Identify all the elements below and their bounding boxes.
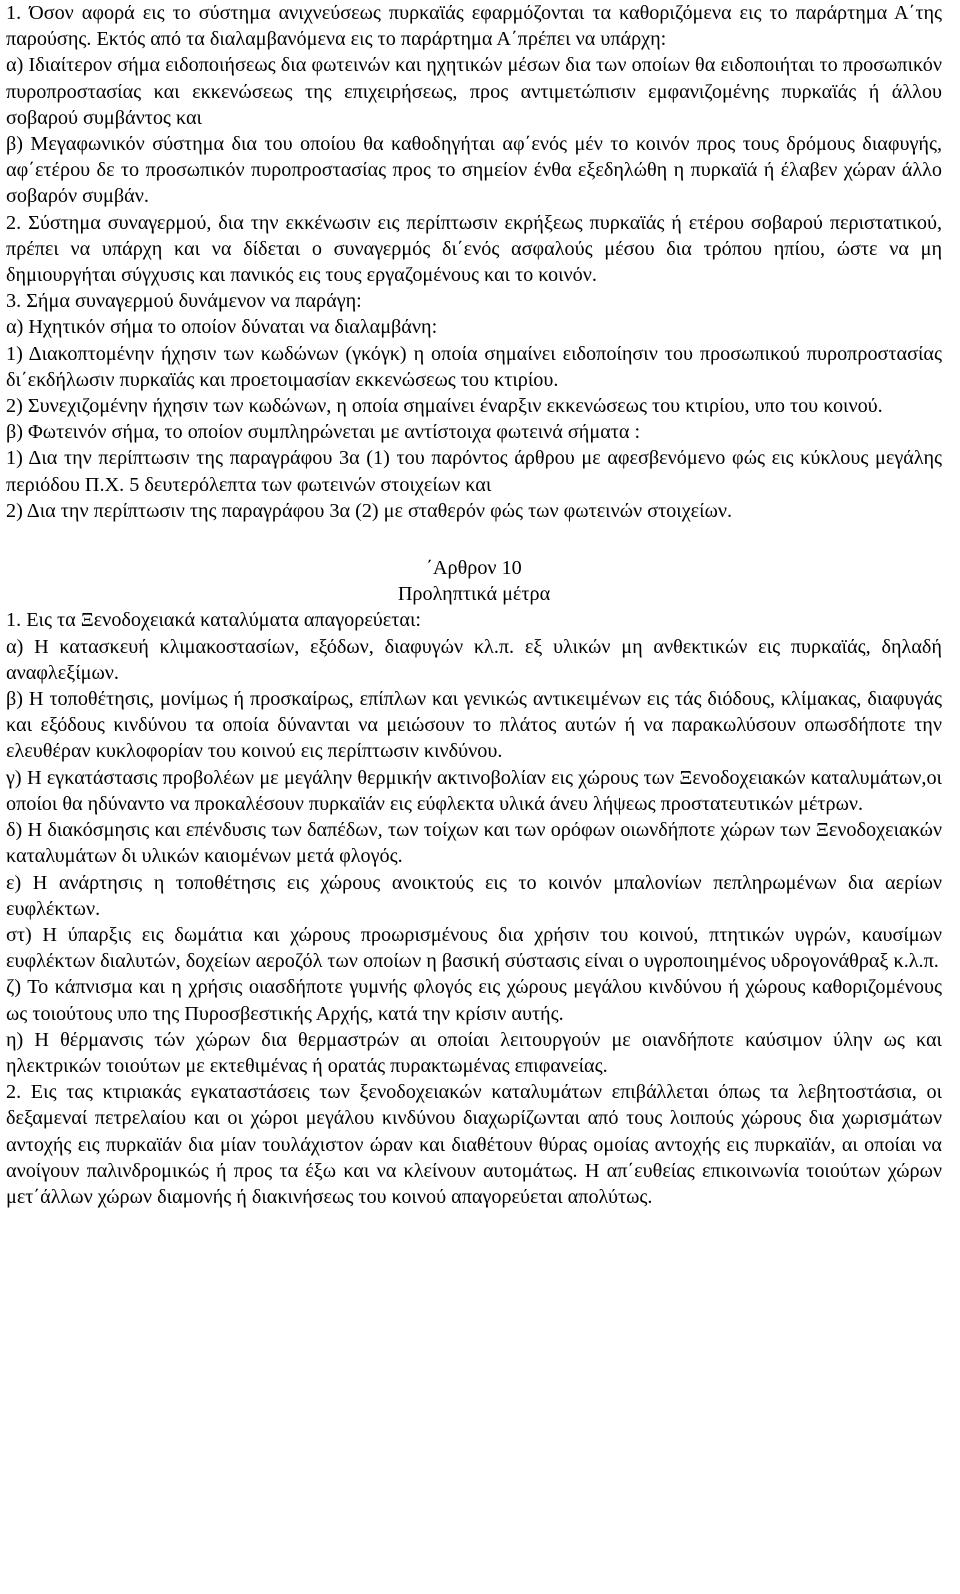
paragraph-3a-1: 1) Διακοπτομένην ήχησιν των κωδώνων (γκόγκ) η οποία σημαίνει ειδοποίησιν του προσωπικού πυροπροστασίας δι΄εκδήλωσιν πυρκαϊάς και προετοιμασίαν εκκενώσεως του κτιρίου. bbox=[6, 342, 942, 391]
article-paragraph-1b: β) Η τοποθέτησις, μονίμως ή προσκαίρως, επίπλων και γενικώς αντικειμένων εις τάς διόδους, κλίμακας, διαφυγάς και εξόδους κινδύνου τα οποία δύνανται να μειώσουν το πλάτος αυτών ή να παρακωλύσουν οπωσδήποτε την ελευθέραν κυκλοφορίαν του κοινού εις περίπτωσιν κινδύνου. bbox=[6, 688, 942, 763]
paragraph-3b-2: 2) Δια την περίπτωσιν της παραγράφου 3α (2) με σταθερόν φώς των φωτεινών στοιχείων. bbox=[6, 499, 733, 522]
article-paragraph-1: 1. Εις τα Ξενοδοχειακά καταλύματα απαγορεύεται: bbox=[6, 609, 422, 632]
paragraph-3: 3. Σήμα συναγερμού δυνάμενον να παράγη: bbox=[6, 290, 362, 313]
paragraph-3b-1: 1) Δια την περίπτωσιν της παραγράφου 3α (1) του παρόντος άρθρου με αφεσβενόμενο φώς εις κύκλους μεγάλης περιόδου Π.Χ. 5 δευτερόλεπτα των φωτεινών στοιχείων και bbox=[6, 447, 942, 496]
article-paragraph-1z: ζ) Το κάπνισμα και η χρήσις οιασδήποτε γυμνής φλογός εις χώρους μεγάλου κινδύνου ή χώρους καθοριζομένους ως τοιούτους υπο της Πυροσβεστικής Αρχής, κατά την κρίσιν αυτής. bbox=[6, 976, 942, 1025]
paragraph-3b: β) Φωτεινόν σήμα, το οποίον συμπληρώνεται με αντίστοιχα φωτεινά σήματα : bbox=[6, 421, 641, 444]
paragraph-1: 1. Όσον αφορά εις το σύστημα ανιχνεύσεως πυρκαϊάς εφαρμόζονται τα καθοριζόμενα εις το παράρτημα Α΄της παρούσης. Εκτός από τα διαλαμβανόμενα εις το παράρτημα Α΄πρέπει να υπάρχη: bbox=[6, 2, 942, 51]
paragraph-2: 2. Σύστημα συναγερμού, δια την εκκένωσιν εις περίπτωσιν εκρήξεως πυρκαϊάς ή ετέρου σοβαρού περιστατικού, πρέπει να υπάρχη και να δίδεται ο συναγερμός δι΄ενός ασφαλούς μέσου δια τρόπου ηπίου, ώστε να μη δημιουργήται σύγχυσις και πανικός εις τους εργαζομένους και το κοινόν. bbox=[6, 211, 942, 287]
article-paragraph-1e: ε) Η ανάρτησις η τοποθέτησις εις χώρους ανοικτούς εις το κοινόν μπαλονίων πεπληρωμένων δια αερίων ευφλέκτων. bbox=[6, 871, 942, 920]
article-paragraph-1h: η) Η θέρμανσις τών χώρων δια θερμαστρών αι οποίαι λειτουργούν με οιανδήποτε καύσιμον ύλην ως και ηλεκτρικών τοιούτων με εκτεθιμένας ή ορατάς πυρακτωμένας επιφανείας. bbox=[6, 1028, 942, 1077]
section-gap bbox=[6, 524, 942, 555]
paragraph-3a-2: 2) Συνεχιζομένην ήχησιν των κωδώνων, η οποία σημαίνει έναρξιν εκκενώσεως του κτιρίου, υπο του κοινού. bbox=[6, 395, 883, 418]
article-number: ΄Αρθρον 10 bbox=[426, 557, 522, 580]
article-paragraph-1st: στ) Η ύπαρξις εις δωμάτια και χώρους προωρισμένους δια χρήσιν του κοινού, πτητικών υγρών, καυσίμων ευφλέκτων διαλυτών, δοχείων αεροζόλ των οποίων η βασική σύστασις είναι ο υγροποιημένος υδρογονάθραξ κ.λ.π. bbox=[6, 923, 942, 973]
article-paragraph-1c: γ) Η εγκατάστασις προβολέων με μεγάλην θερμικήν ακτινοβολίαν εις χώρους των Ξενοδοχειακών καταλυμάτων,οι οποίοι θα ηδύναντο να προκαλέσουν πυρκαϊάν εις εύφλεκτα υλικά άνευ λήψεως προστατευτικών μέτρων. bbox=[6, 766, 942, 815]
article-title: Προληπτικά μέτρα bbox=[397, 583, 551, 606]
document-page bbox=[6, 0, 942, 1210]
article-paragraph-1d: δ) Η διακόσμησις και επένδυσις των δαπέδων, των τοίχων και των ορόφων οιωνδήποτε χώρων των Ξενοδοχειακών καταλυμάτων δι υλικών καιομένων μετά φλογός. bbox=[6, 819, 942, 868]
article-paragraph-1a: α) Η κατασκευή κλιμακοστασίων, εξόδων, διαφυγών κλ.π. εξ υλικών μη ανθεκτικών εις πυρκαϊάς, δηλαδή αναφλεξίμων. bbox=[6, 635, 942, 684]
article-paragraph-2: 2. Εις τας κτιριακάς εγκαταστάσεις των ξενοδοχειακών καταλυμάτων επιβάλλεται όπως τα λεβητοστάσια, οι δεξαμεναί πετρελαίου και οι χώροι μεγάλου κινδύνου διαχωρίζωνται από τους λοιπούς χώρους δια χωρισμάτων αντοχής εις πυρκαϊάν δια μίαν τουλάχιστον ώραν και διαθέτουν θύρας ομοίας αντοχής εις πυρκαϊάν, αι οποίαι να ανοίγουν παλινδρομικώς ή προς τα έξω και να κλείνουν αυτομάτως. Η απ΄ευθείας επικοινωνία τοιούτων χώρων μετ΄άλλων χώρων διαμονής ή διακινήσεως του κοινού απαγορεύεται απολύτως. bbox=[6, 1081, 942, 1208]
paragraph-3a: α) Ηχητικόν σήμα το οποίον δύναται να διαλαμβάνη: bbox=[6, 316, 438, 339]
paragraph-1a: α) Ιδιαίτερον σήμα ειδοποιήσεως δια φωτεινών και ηχητικών μέσων δια των οποίων θα ειδοποιήται το προσωπικόν πυροπροστασίας και εκκενώσεως της επιχειρήσεως, προς αντιμετώπισιν εμφανιζομένης πυρκαϊάς ή άλλου σοβαρού συμβάντος και bbox=[6, 54, 942, 129]
paragraph-1b: β) Μεγαφωνικόν σύστημα δια του οποίου θα καθοδηγήται αφ΄ενός μέν το κοινόν προς τους δρόμους διαφυγής, αφ΄ετέρου δε το προσωπικόν πυροπροστασίας προς το σημείον ένθα εξεδηλώθη η πυρκαϊά ή έλαβεν χώραν άλλο σοβαρόν συμβάν. bbox=[6, 133, 942, 208]
